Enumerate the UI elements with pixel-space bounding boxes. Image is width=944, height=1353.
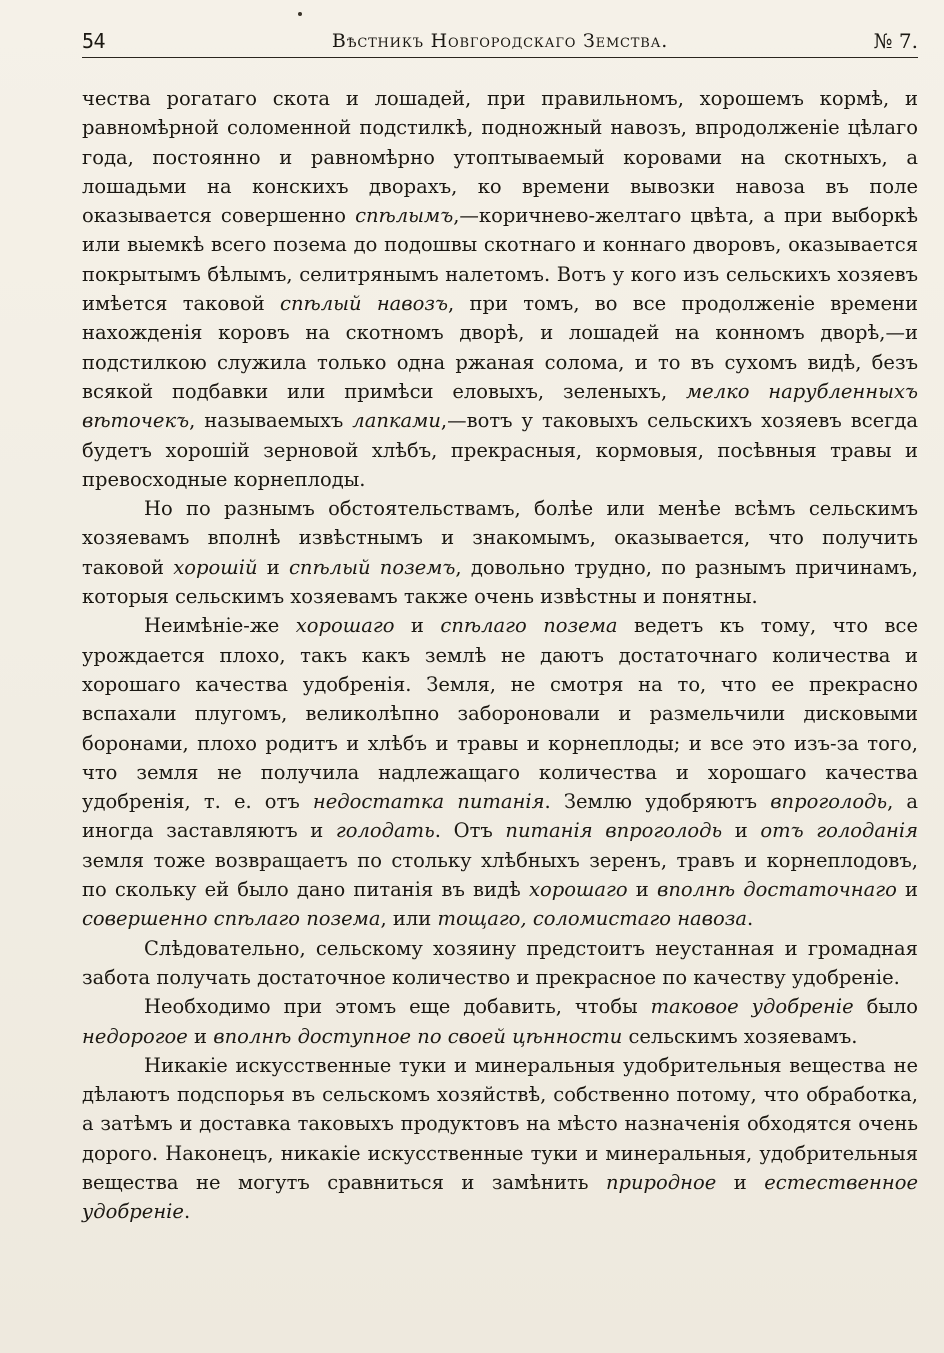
italic-phrase: совершенно спѣлаго позема bbox=[82, 907, 381, 931]
text-run: ,—вотъ у таковыхъ сельскихъ хозяевъ всегда будетъ хорошій зерновой хлѣбъ, прекрасныя, кормовыя, посѣвныя травы и превосходные корнеплоды. bbox=[82, 409, 919, 491]
text-run: ведетъ къ тому, что все урождается плохо, такъ какъ землѣ не даютъ достаточнаго количества и хорошаго качества удобренія. Земля, не смотря на то, что ее прекрасно вспахали плугомъ, великолѣпно заборонoвали и размельчили дисковыми боронами, плохо родитъ и хлѣбъ и травы и корнеплоды; и все это изъ-за того, что земля не получила надлежащаго количества и хорошаго качества удобренія, т. е. отъ bbox=[82, 614, 918, 814]
paragraph-3 bbox=[82, 611, 918, 933]
article-body bbox=[82, 84, 918, 1227]
italic-phrase: природное bbox=[605, 1170, 717, 1194]
text-run: . Землю удобряютъ bbox=[544, 790, 771, 814]
running-header bbox=[82, 27, 918, 58]
paragraph-5 bbox=[82, 992, 918, 1051]
italic-phrase: спѣлаго позема bbox=[440, 614, 618, 638]
text-run: и bbox=[716, 1170, 765, 1194]
text-run: ,—коричнево-желтаго цвѣта, а при выборкѣ или выемкѣ всего позема до подошвы скотнаго и коннаго дворовъ, оказывается покрытымъ бѣлымъ, селитрянымъ налетомъ. Вотъ у кого изъ сельскихъ хозяевъ имѣется таковой bbox=[82, 204, 918, 316]
paragraph-6 bbox=[82, 1051, 918, 1227]
paragraph-1 bbox=[82, 84, 918, 494]
italic-phrase: спѣлый навозъ bbox=[280, 292, 449, 316]
italic-phrase: вполнѣ достаточнаго bbox=[656, 878, 897, 902]
text-run: . Отъ bbox=[434, 819, 506, 843]
italic-phrase: хорошій bbox=[173, 555, 258, 579]
text-run: и bbox=[722, 819, 761, 843]
italic-phrase: спѣлый поземъ bbox=[289, 555, 456, 579]
italic-phrase: недорогое bbox=[82, 1024, 188, 1048]
text-run: чества рогатаго скота и лошадей, при правильномъ, хорошемъ кормѣ, и равномѣрной соломенной подстилкѣ, подножный навозъ, впродолженіе цѣлаго года, постоянно и равномѣрно утоптываемый коровами на скотныхъ, а лошадьми на конскихъ дворахъ, ко времени вывозки навоза въ поле оказывается совершенно bbox=[82, 87, 918, 228]
text-run: , называемыхъ bbox=[189, 409, 353, 433]
italic-phrase: спѣлымъ bbox=[355, 204, 454, 228]
italic-phrase: тощаго, соломистаго навоза bbox=[437, 907, 748, 931]
text-run: , а иногда заставляютъ и bbox=[82, 790, 919, 843]
italic-phrase: лапками bbox=[352, 409, 441, 433]
issue-number: № 7. bbox=[873, 29, 918, 53]
italic-phrase: впроголодь bbox=[770, 790, 888, 814]
text-run: Необходимо при этомъ еще добавить, чтобы bbox=[144, 995, 651, 1019]
italic-phrase: голодать bbox=[335, 819, 435, 843]
italic-phrase: хорошаго bbox=[528, 878, 628, 902]
journal-title: Вѣстникъ Новгородскаго Земства. bbox=[331, 30, 669, 52]
text-run: Слѣдовательно, сельскому хозяину предстоитъ неустанная и громадная забота получать достаточное количество и прекрасное по качеству удобреніе. bbox=[82, 936, 918, 989]
text-run: сельскимъ хозяевамъ. bbox=[622, 1024, 858, 1048]
italic-phrase: питанія впроголодь bbox=[505, 819, 723, 843]
text-run: и bbox=[187, 1024, 214, 1048]
text-run: земля тоже возвращаетъ по стольку хлѣбныхъ зеренъ, травъ и корнеплодовъ, по скольку ей было дано питанія въ видѣ bbox=[82, 848, 918, 902]
paragraph-2 bbox=[82, 494, 918, 611]
italic-phrase: отъ голоданія bbox=[760, 819, 918, 843]
italic-phrase: недостатка питанія bbox=[312, 790, 545, 814]
text-run: , или bbox=[380, 907, 438, 931]
italic-phrase: мелко нарубленныхъ вѣточекъ bbox=[82, 379, 918, 433]
paragraph-4 bbox=[82, 934, 918, 993]
text-run: . bbox=[747, 907, 754, 931]
ink-speck bbox=[298, 12, 302, 16]
text-run: и bbox=[394, 614, 441, 638]
text-run: . bbox=[183, 1200, 191, 1224]
italic-phrase: естественное удобреніе bbox=[82, 1170, 918, 1224]
italic-phrase: вполнѣ доступное по своей цѣнности bbox=[213, 1024, 623, 1048]
text-run: Неимѣніе-же bbox=[144, 614, 296, 638]
text-run: и bbox=[257, 555, 289, 579]
text-run: и bbox=[627, 878, 657, 902]
page-number: 54 bbox=[82, 29, 106, 53]
text-run: , довольно трудно, по разнымъ причинамъ, которыя сельскимъ хозяевамъ также очень извѣстны и понятны. bbox=[82, 555, 918, 609]
text-run: , при томъ, во все продолженіе времени нахожденія коровъ на скотномъ дворѣ, и лошадей на конномъ дворѣ,—и подстилкою служила только одна ржаная солома, и то въ сухомъ видѣ, безъ всякой подбавки или примѣси еловыхъ, зеленыхъ, bbox=[82, 292, 919, 403]
text-run: было bbox=[853, 995, 918, 1019]
text-run: Никакіе искусственные туки и минеральныя удобрительныя вещества не дѣлаютъ подспорья въ сельскомъ хозяйствѣ, собственно потому, что обработка, а затѣмъ и доставка таковыхъ продуктовъ на мѣсто назначенія обходятся очень дорого. Наконецъ, никакіе искусственные туки и минеральныя, удобрительныя вещества не могутъ сравниться и замѣнить bbox=[82, 1053, 918, 1194]
italic-phrase: хорошаго bbox=[295, 614, 395, 638]
text-run: Но по разнымъ обстоятельствамъ, болѣе или менѣе всѣмъ сельскимъ хозяевамъ вполнѣ извѣстнымъ и знакомымъ, оказывается, что получить таковой bbox=[82, 497, 918, 579]
text-run: и bbox=[896, 878, 918, 902]
italic-phrase: таковое удобреніе bbox=[650, 995, 854, 1019]
